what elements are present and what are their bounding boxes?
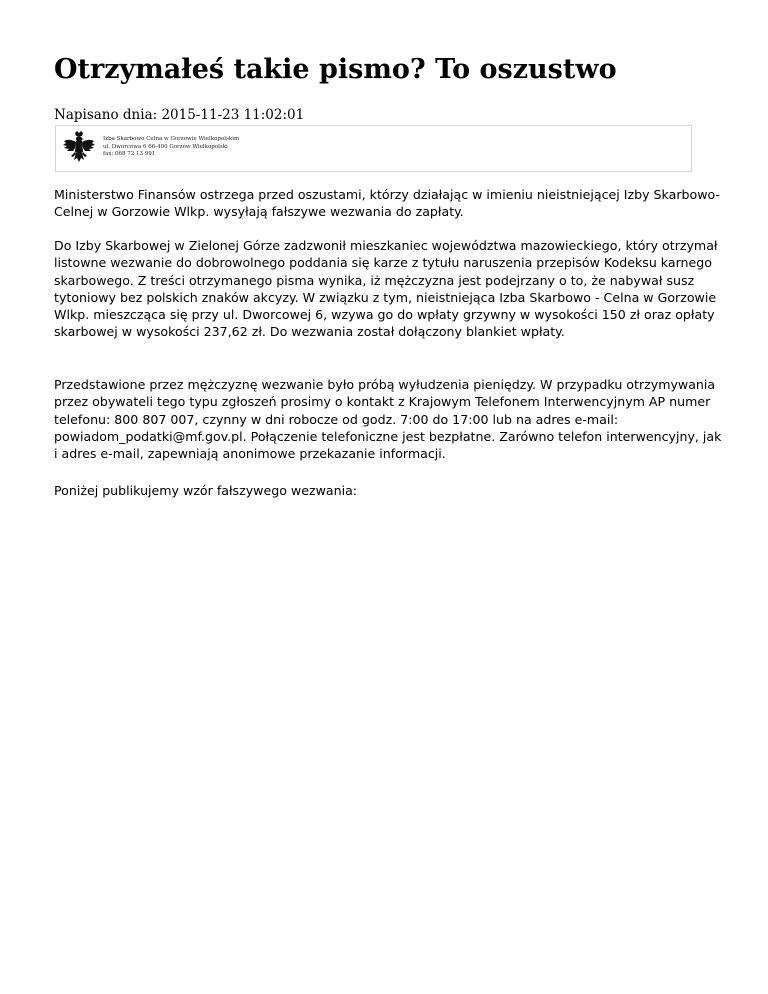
letterhead-text [103, 136, 239, 159]
letterhead-line: ul. Dworcowa 6 66-400 Gorzów Wielkopolski [103, 143, 228, 150]
article-title: Otrzymałeś takie pismo? To oszustwo [54, 54, 617, 85]
letterhead-line: fax: 068 72 13 991 [103, 151, 156, 157]
publish-date: Napisano dnia: 2015-11-23 11:02:01 [54, 107, 305, 123]
paragraph-details: Do Izby Skarbowej w Zielonej Górze zadzwonił mieszkaniec województwa mazowieckiego, który otrzymał listowne wezwanie do dobrowolnego poddania się karze z tytułu naruszenia przepisów Kodeksu karnego skarbowego. Z treści otrzymanego pisma wynika, iż mężczyzna jest podejrzany o to, że nabywał susz tytoniowy bez polskich znaków akcyzy. W związku z tym, nieistniejąca Izba Skarbowo - Celna w Gorzowie Wlkp. mieszcząca się przy ul. Dworcowej 6, wzywa go do wpłaty grzywny w wysokości 150 zł oraz opłaty skarbowej w wysokości 237,62 zł. Do wezwania został dołączony blankiet wpłaty. [54, 238, 718, 340]
eagle-emblem-icon [62, 130, 96, 168]
paragraph-sample-intro: Poniżej publikujemy wzór fałszywego wezwania: [54, 483, 358, 498]
paragraph-contact: Przedstawione przez mężczyznę wezwanie było próbą wyłudzenia pieniędzy. W przypadku otrzymywania przez obywateli tego typu zgłoszeń prosimy o kontakt z Krajowym Telefonem Interwencyjnym AP numer telefonu: 800 807 007, czynny w dni robocze od godz. 7:00 do 17:00 lub na adres e-mail: powiadom_podatki@mf.gov.pl. Połączenie telefoniczne jest bezpłatne. Zarówno telefon interwencyjny, jak i adres e-mail, zapewniają anonimowe przekazanie informacji. [54, 377, 722, 462]
letterhead-image [55, 125, 692, 172]
letterhead-line: Izba Skarbowo Celna w Gorzowie Wielkopolskim [103, 136, 240, 142]
paragraph-intro: Ministerstwo Finansów ostrzega przed oszustami, którzy działając w imieniu nieistniejącej Izby Skarbowo-Celnej w Gorzowie Wlkp. wysyłają fałszywe wezwania do zapłaty. [54, 187, 720, 220]
